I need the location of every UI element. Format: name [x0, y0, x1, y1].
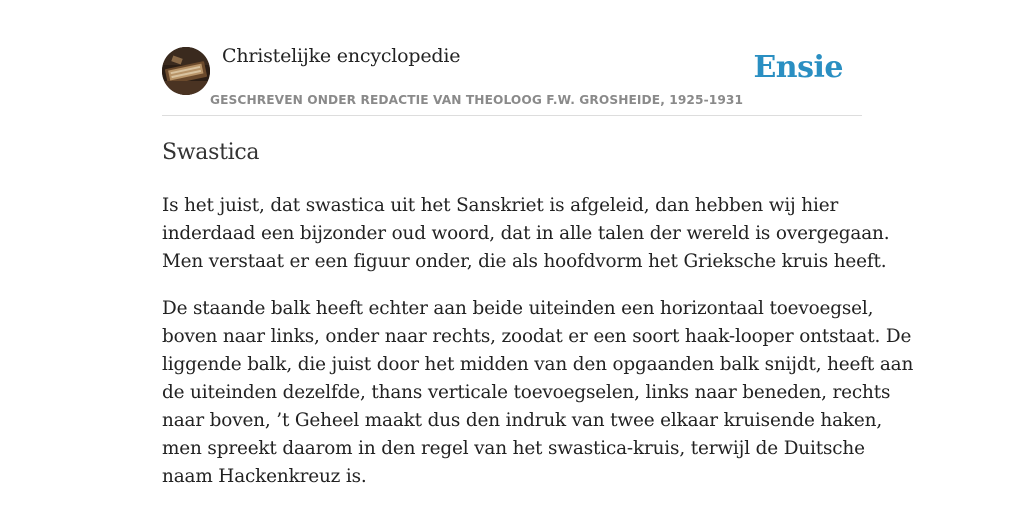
- paragraph-line: men spreekt daarom in den regel van het swastica-kruis, terwijl de Duitsche: [162, 438, 865, 459]
- site-header: [162, 0, 862, 116]
- entry-paragraph-2: [162, 295, 914, 491]
- paragraph-line: boven naar links, onder naar rechts, zoodat er een soort haak-looper ontstaat. De: [162, 326, 912, 347]
- site-subtitle: GESCHREVEN ONDER REDACTIE VAN THEOLOOG F.W. GROSHEIDE, 1925-1931: [210, 93, 744, 107]
- paragraph-line: de uiteinden dezelfde, thans verticale toevoegselen, links naar beneden, rechts: [162, 382, 891, 403]
- book-photo-icon: [162, 47, 210, 95]
- paragraph-line: Is het juist, dat swastica uit het Sanskriet is afgeleid, dan hebben wij hier: [162, 195, 839, 216]
- paragraph-line: De staande balk heeft echter aan beide uiteinden een horizontaal toevoegsel,: [162, 298, 874, 319]
- book-photo-avatar[interactable]: [162, 47, 210, 95]
- entry-title: Swastica: [162, 140, 260, 165]
- brand-logo[interactable]: Ensie: [753, 50, 843, 85]
- paragraph-line: inderdaad een bijzonder oud woord, dat in alle talen der wereld is overgegaan.: [162, 223, 890, 244]
- paragraph-line: naar boven, ’t Geheel maakt dus den indruk van twee elkaar kruisende haken,: [162, 410, 883, 431]
- site-title[interactable]: Christelijke encyclopedie: [222, 45, 461, 67]
- paragraph-line: liggende balk, die juist door het midden van den opgaanden balk snijdt, heeft aan: [162, 354, 914, 375]
- entry-paragraph-1: [162, 192, 890, 276]
- page: [162, 0, 914, 512]
- paragraph-line: Men verstaat er een figuur onder, die als hoofdvorm het Grieksche kruis heeft.: [162, 251, 887, 272]
- paragraph-line: naam Hackenkreuz is.: [162, 466, 367, 487]
